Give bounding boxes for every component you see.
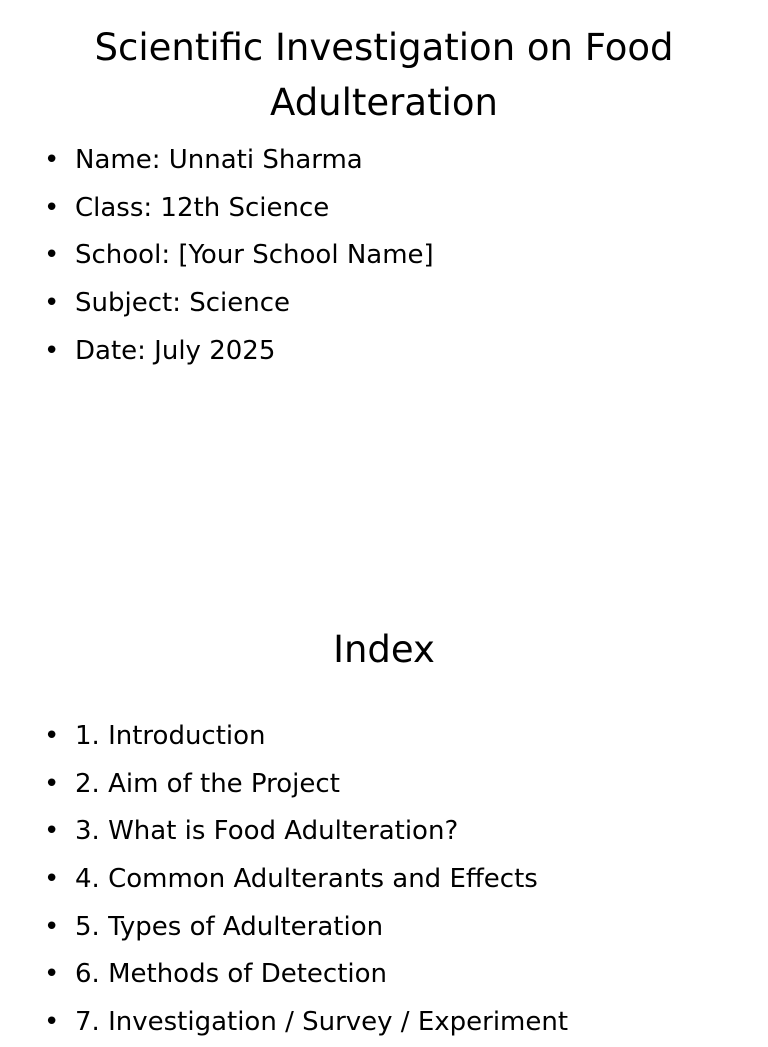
index-entry: 2. Aim of the Project xyxy=(75,768,340,799)
list-item xyxy=(0,328,768,376)
slide-title: Scientific Investigation on Food Adulteration xyxy=(94,26,674,124)
list-item xyxy=(0,808,768,856)
bullet-icon: • xyxy=(44,864,60,895)
index-slide xyxy=(0,576,768,1038)
index-entry: 5. Types of Adulteration xyxy=(75,911,384,942)
list-item xyxy=(0,951,768,999)
bullet-icon: • xyxy=(44,1007,60,1038)
list-item xyxy=(0,713,768,761)
list-item xyxy=(0,280,768,328)
index-entry: 6. Methods of Detection xyxy=(75,959,388,990)
list-item xyxy=(0,137,768,185)
bullet-icon: • xyxy=(44,911,60,942)
index-entry: 7. Investigation / Survey / Experiment xyxy=(75,1007,569,1038)
list-item xyxy=(0,232,768,280)
bullet-icon: • xyxy=(44,145,60,175)
student-details-list xyxy=(0,137,768,375)
bullet-icon: • xyxy=(44,721,60,751)
index-list xyxy=(0,713,768,1047)
school-name: School: [Your School Name] xyxy=(75,240,434,271)
bullet-icon: • xyxy=(44,335,60,366)
list-item xyxy=(0,856,768,904)
bullet-icon: • xyxy=(44,240,60,271)
bullet-icon: • xyxy=(44,816,60,847)
slide-title: Index xyxy=(333,628,435,671)
bullet-icon: • xyxy=(44,192,60,223)
list-item xyxy=(0,761,768,809)
bullet-icon: • xyxy=(44,959,60,990)
index-entry: 3. What is Food Adulteration? xyxy=(75,816,459,847)
date: Date: July 2025 xyxy=(75,335,276,366)
index-entry: 1. Introduction xyxy=(75,721,266,751)
index-entry: 4. Common Adulterants and Effects xyxy=(75,864,538,895)
list-item xyxy=(0,185,768,233)
list-item xyxy=(0,904,768,952)
bullet-icon: • xyxy=(44,288,60,319)
list-item xyxy=(0,999,768,1047)
bullet-icon: • xyxy=(44,768,60,799)
subject: Subject: Science xyxy=(75,288,291,319)
student-class: Class: 12th Science xyxy=(75,192,330,223)
student-name: Name: Unnati Sharma xyxy=(75,145,363,175)
